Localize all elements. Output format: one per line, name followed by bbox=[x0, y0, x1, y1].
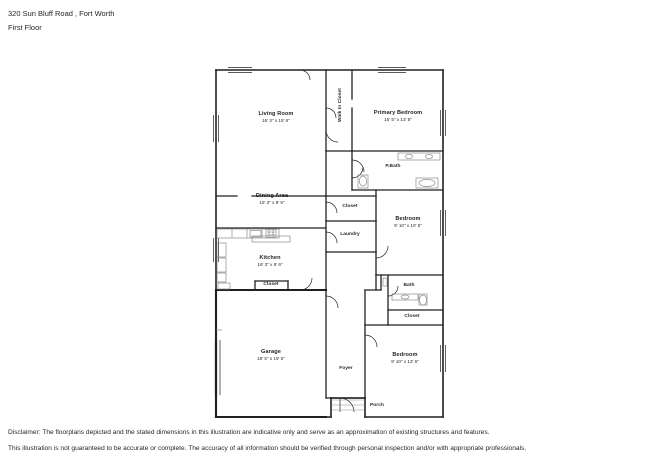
room-label-walk-in-closet: Walk In Closet bbox=[338, 87, 344, 123]
floor-label: First Floor bbox=[8, 23, 42, 32]
disclaimer-block bbox=[8, 428, 628, 460]
room-label-bedroom-front: Bedroom 9' 10" x 13' 6" bbox=[391, 352, 419, 365]
room-label-primary-bath: P.Bath bbox=[385, 164, 401, 169]
room-label-porch: Porch bbox=[369, 403, 385, 408]
room-label-primary-bedroom: Primary Bedroom 16' 5" x 13' 8" bbox=[373, 110, 423, 123]
disclaimer-line-2: This illustration is not guaranteed to be accurate or complete. The accuracy of all information should be verified through personal inspection and/or with appropriate professionals. bbox=[8, 445, 527, 452]
room-label-foyer: Foyer bbox=[339, 366, 353, 371]
room-label-laundry: Laundry bbox=[340, 232, 360, 237]
room-label-closet-kitchen: Closet bbox=[263, 282, 279, 287]
room-label-dining-area: Dining Area 16' 3" x 9' 9" bbox=[255, 193, 289, 206]
room-label-bath: Bath bbox=[403, 283, 415, 288]
room-label-living-room: Living Room 16' 3" x 15' 6" bbox=[258, 111, 294, 124]
room-label-bedroom-middle: Bedroom 9' 10" x 10' 5" bbox=[394, 216, 422, 229]
property-address: 320 Sun Bluff Road , Fort Worth bbox=[8, 9, 115, 18]
room-label-garage: Garage 18' 5" x 19' 5" bbox=[257, 349, 285, 362]
disclaimer-line-1: Disclaimer: The floorplans depicted and the stated dimensions in this illustration are indicative only and serve as an approximation of existing structures and features. bbox=[8, 429, 490, 436]
room-label-kitchen: Kitchen 16' 3" x 9' 6" bbox=[257, 255, 283, 268]
room-label-closet-hall: Closet bbox=[342, 204, 358, 209]
room-label-closet-bedroom: Closet bbox=[404, 314, 420, 319]
